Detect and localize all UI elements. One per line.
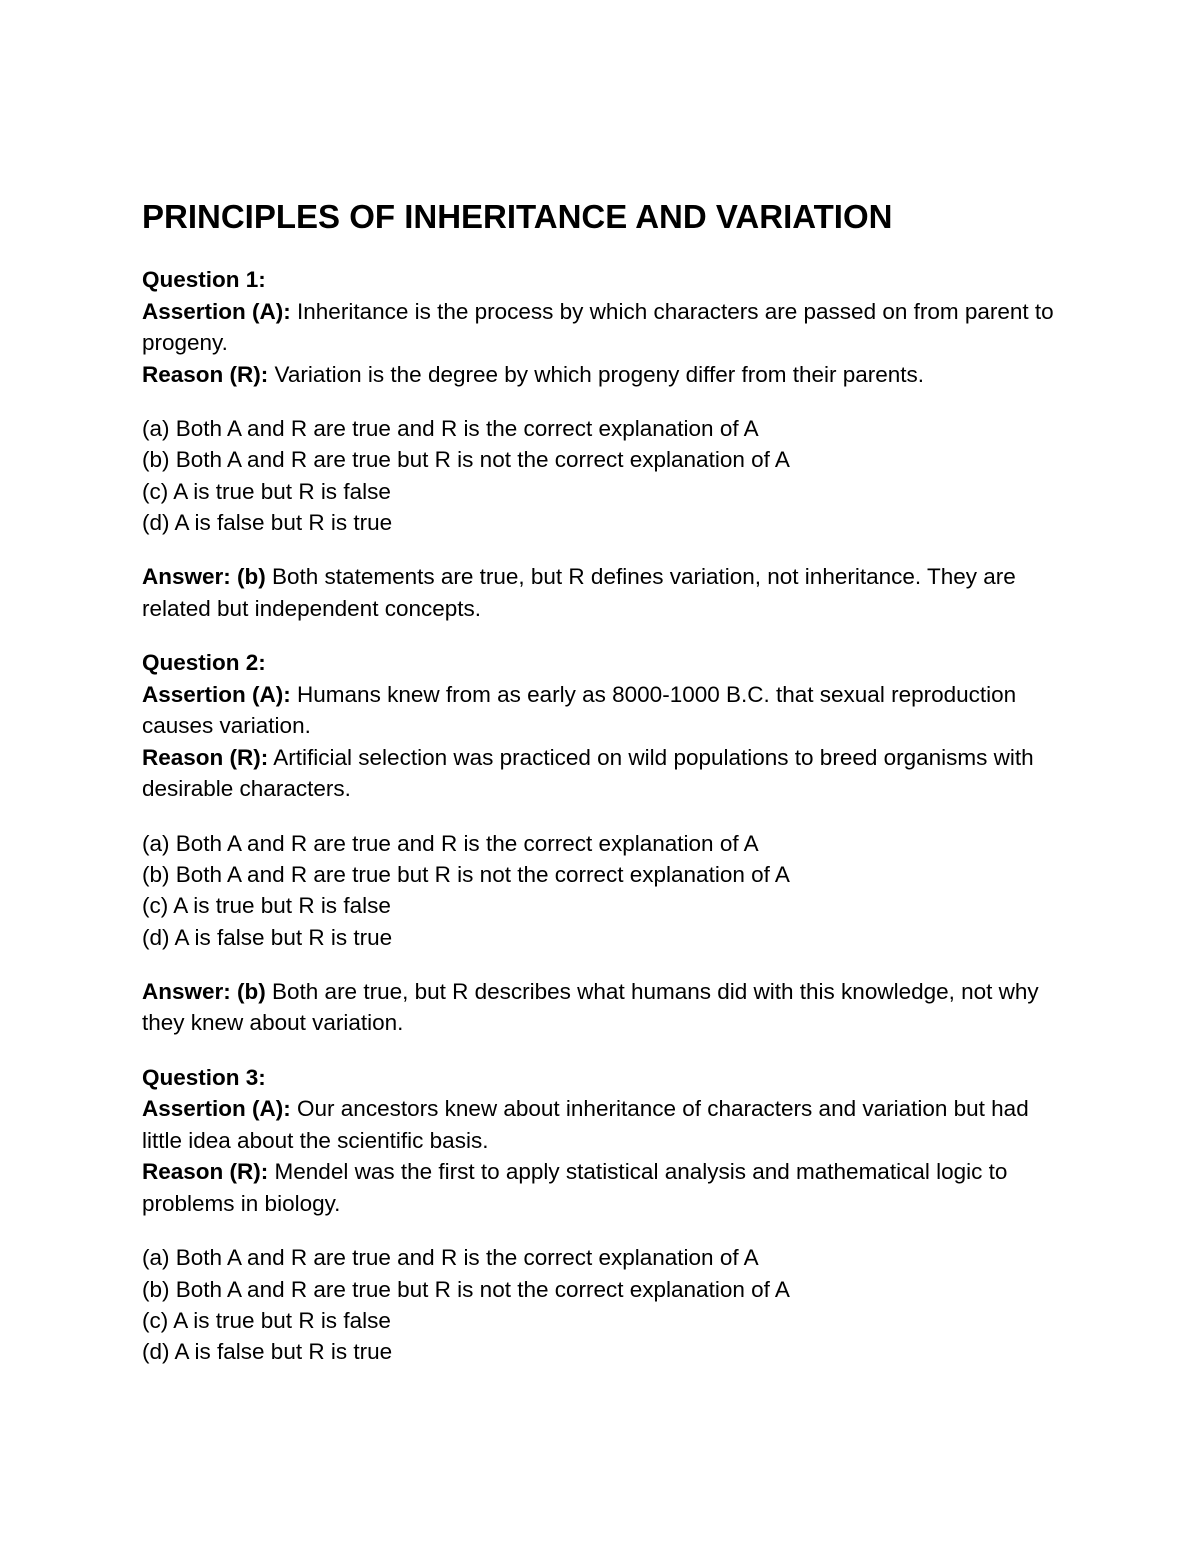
answer-label: Answer: (b) xyxy=(142,978,266,1004)
assertion-label: Assertion (A): xyxy=(142,681,291,707)
assertion-statement: Our ancestors knew about inheritance of characters and variation but had little idea about the scientific basis. xyxy=(142,1096,1029,1153)
options-list xyxy=(142,828,1072,953)
answer-text xyxy=(142,976,1072,1039)
question-heading: Question 3: xyxy=(142,1064,266,1090)
options-list xyxy=(142,1242,1072,1367)
page-title: PRINCIPLES OF INHERITANCE AND VARIATION xyxy=(142,198,893,235)
option-c: (c) A is true but R is false xyxy=(142,478,391,504)
option-d: (d) A is false but R is true xyxy=(142,509,393,535)
assertion-text xyxy=(142,296,1072,359)
reason-label: Reason (R): xyxy=(142,1159,269,1185)
option-b: (b) Both A and R are true but R is not the correct explanation of A xyxy=(142,861,790,887)
assertion-label: Assertion (A): xyxy=(142,298,291,324)
option-a: (a) Both A and R are true and R is the correct explanation of A xyxy=(142,416,759,441)
option-c: (c) A is true but R is false xyxy=(142,1307,391,1333)
assertion-label: Assertion (A): xyxy=(142,1096,291,1122)
document-body xyxy=(142,196,1072,1368)
option-a: (a) Both A and R are true and R is the correct explanation of A xyxy=(142,830,759,856)
reason-text xyxy=(142,1156,1072,1219)
answer-explanation: Both statements are true, but R defines variation, not inheritance. They are related but independent concepts. xyxy=(142,564,1016,621)
question-3 xyxy=(142,1062,1072,1368)
question-2 xyxy=(142,647,1072,1039)
option-d: (d) A is false but R is true xyxy=(142,924,393,950)
question-spacer xyxy=(142,624,1072,647)
option-b: (b) Both A and R are true but R is not the correct explanation of A xyxy=(142,447,790,473)
assertion-statement: Humans knew from as early as 8000-1000 B.C. that sexual reproduction causes variation. xyxy=(142,681,1017,739)
question-heading: Question 1: xyxy=(142,267,266,292)
option-a: (a) Both A and R are true and R is the correct explanation of A xyxy=(142,1245,759,1271)
option-b: (b) Both A and R are true but R is not the correct explanation of A xyxy=(142,1276,790,1302)
reason-text xyxy=(142,742,1072,805)
reason-statement: Variation is the degree by which progeny differ from their parents. xyxy=(274,361,925,387)
reason-statement: Mendel was the first to apply statistical analysis and mathematical logic to problems in biology. xyxy=(142,1159,1008,1216)
answer-label: Answer: (b) xyxy=(142,564,266,590)
option-d: (d) A is false but R is true xyxy=(142,1339,393,1365)
question-heading: Question 2: xyxy=(142,650,266,676)
question-spacer xyxy=(142,1039,1072,1062)
options-list xyxy=(142,413,1072,538)
reason-label: Reason (R): xyxy=(142,744,269,770)
assertion-text xyxy=(142,679,1072,742)
question-1 xyxy=(142,264,1072,624)
reason-statement: Artificial selection was practiced on wild populations to breed organisms with desirable characters. xyxy=(142,744,1034,802)
assertion-text xyxy=(142,1093,1072,1156)
answer-text xyxy=(142,561,1072,624)
reason-text xyxy=(142,359,1072,391)
option-c: (c) A is true but R is false xyxy=(142,893,391,919)
reason-label: Reason (R): xyxy=(142,361,269,387)
answer-explanation: Both are true, but R describes what humans did with this knowledge, not why they knew about variation. xyxy=(142,978,1039,1036)
assertion-statement: Inheritance is the process by which characters are passed on from parent to progeny. xyxy=(142,298,1054,355)
